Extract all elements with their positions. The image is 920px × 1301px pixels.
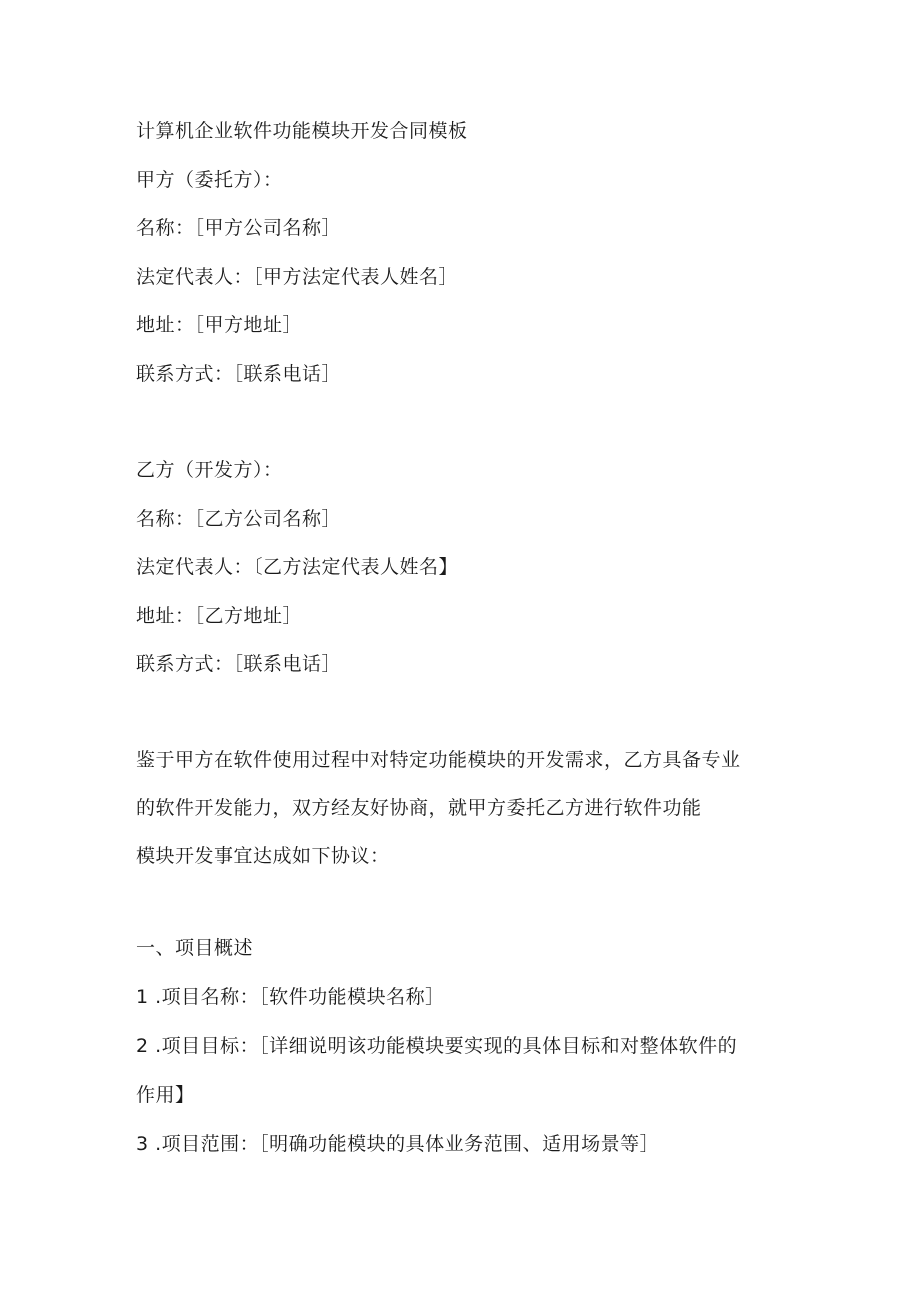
party-b-address: 地址：［乙方地址］ <box>136 605 303 627</box>
party-a-heading: 甲方（委托方）： <box>136 169 283 191</box>
party-b-name: 名称：［乙方公司名称］ <box>136 508 342 530</box>
party-a-contact: 联系方式：［联系电话］ <box>136 363 342 385</box>
document-title: 计算机企业软件功能模块开发合同模板 <box>136 120 468 142</box>
party-b-legal-rep: 法定代表人：〔乙方法定代表人姓名】 <box>136 556 459 578</box>
section-1-item-1: 1 .项目名称：［软件功能模块名称］ <box>136 986 445 1008</box>
party-b-contact: 联系方式：［联系电话］ <box>136 653 342 675</box>
preamble-line-2: 的软件开发能力，双方经友好协商，就甲方委托乙方进行软件功能 <box>136 797 702 819</box>
preamble-line-1: 鉴于甲方在软件使用过程中对特定功能模块的开发需求，乙方具备专业 <box>136 749 741 771</box>
section-1-item-2-line-1: 2 .项目目标：［详细说明该功能模块要实现的具体目标和对整体软件的 <box>136 1035 738 1057</box>
section-1-heading: 一、项目概述 <box>136 937 254 959</box>
section-1-item-2-line-2: 作用】 <box>136 1084 195 1106</box>
party-a-legal-rep: 法定代表人：［甲方法定代表人姓名］ <box>136 266 459 288</box>
party-a-address: 地址：［甲方地址］ <box>136 314 303 336</box>
section-1-item-3: 3 .项目范围：［明确功能模块的具体业务范围、适用场景等］ <box>136 1133 660 1155</box>
party-b-heading: 乙方（开发方）： <box>136 459 283 481</box>
party-a-name: 名称：［甲方公司名称］ <box>136 217 342 239</box>
preamble-line-3: 模块开发事宜达成如下协议： <box>136 845 390 867</box>
